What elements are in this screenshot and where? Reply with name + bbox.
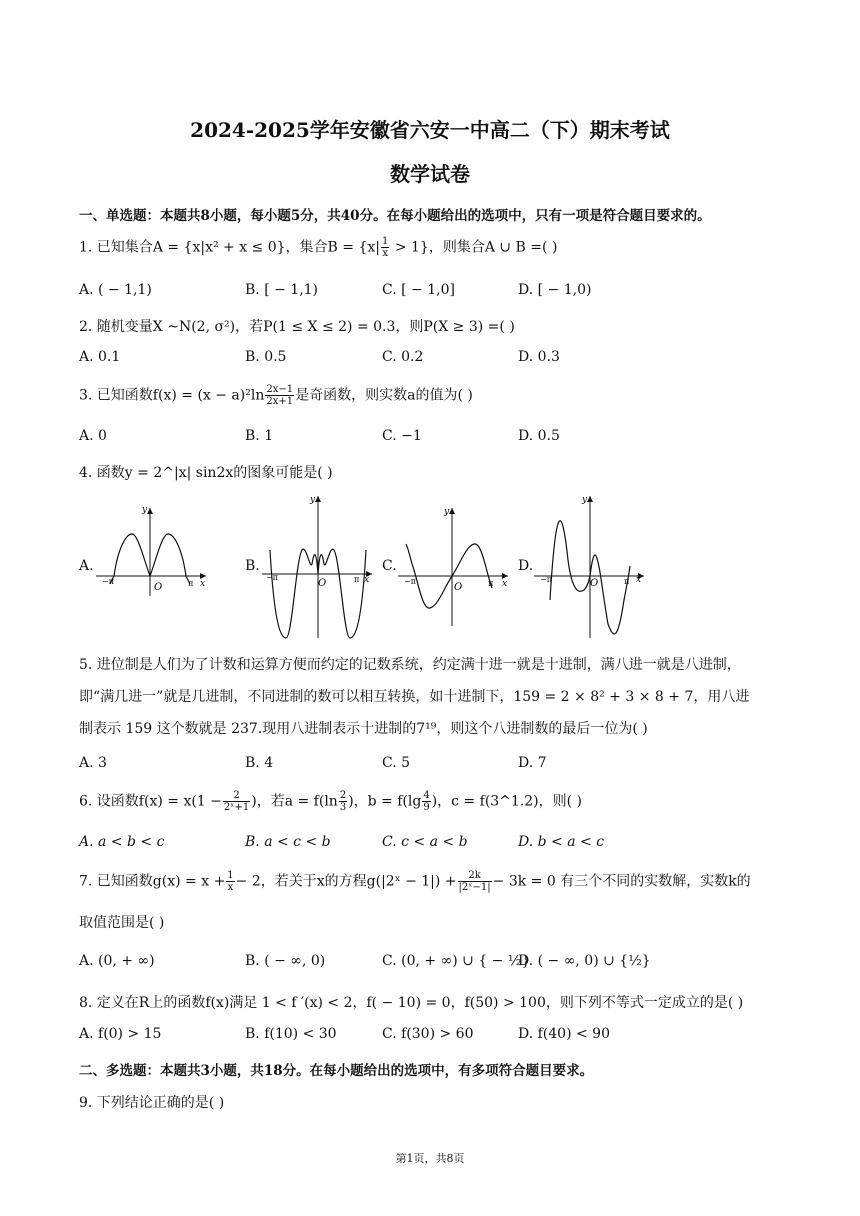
q5-option-c[interactable]: C. 5 [382,755,411,771]
question-5-line-2: 即“满几进一”就是几进制，不同进制的数可以相互转换，如十进制下，159 = 2 × 8² + 3 × 8 + 7，用八进 [79,689,750,705]
q4-option-a-label[interactable]: A. [79,558,94,574]
question-3-post: 是奇函数，则实数a的值为( ) [295,387,473,404]
question-3-fraction: $\frac{2x-1}{2x+1}$ [266,384,294,407]
q1-option-c[interactable]: C. [ − 1,0] [382,282,455,298]
q7-option-b[interactable]: B. ( − ∞, 0) [245,953,326,969]
question-5-line-3: 制表示 159 这个数就是 237.现用八进制表示十进制的7¹⁹，则这个八进制数的最后一位为( ) [79,721,648,737]
question-6-pre: 6. 设函数f(x) = x(1 − [79,793,222,810]
q8-option-d[interactable]: D. f(40) < 90 [518,1026,610,1042]
question-6-fraction-3: $\frac{4}{9}$ [423,790,430,813]
q1-option-a[interactable]: A. ( − 1,1) [79,282,152,298]
graph-option-b[interactable] [258,490,378,640]
question-3 [79,384,473,407]
svg-text:π: π [188,579,194,588]
page-title: 2024-2025学年安徽省六安一中高二（下）期末考试 [190,118,670,142]
question-1 [79,236,557,259]
q3-option-b[interactable]: B. 1 [245,428,274,444]
q7-option-c[interactable]: C. (0, + ∞) ∪ { − ½} [382,953,531,969]
question-7-mid: − 2，若关于x的方程g(|2ˣ − 1|) + [235,873,457,890]
q6-option-a[interactable]: A. a < b < c [79,834,165,850]
q8-option-c[interactable]: C. f(30) > 60 [382,1026,474,1042]
q8-option-b[interactable]: B. f(10) < 30 [245,1026,337,1042]
question-7-post: − 3k = 0 有三个不同的实数解，实数k的 [492,873,751,890]
question-6-mid-1: )，若a = f(ln [251,793,338,810]
q4-option-c-label[interactable]: C. [382,558,397,574]
svg-text:O: O [318,578,327,589]
question-9: 9. 下列结论正确的是( ) [79,1095,225,1111]
question-1-post: > 1}，则集合A ∪ B =( ) [390,239,558,256]
question-5-line-1: 5. 进位制是人们为了计数和运算方便而约定的记数系统，约定满十进一就是十进制，满八进一就是八进制， [79,657,741,673]
svg-text:π: π [624,577,630,586]
question-3-pre: 3. 已知函数f(x) = (x − a)²ln [79,387,265,404]
svg-text:x: x [200,579,206,589]
q5-option-b[interactable]: B. 4 [245,755,274,771]
graph-option-c[interactable] [394,500,514,630]
svg-text:x: x [636,575,642,585]
page-subtitle: 数学试卷 [390,162,470,186]
q3-option-c[interactable]: C. −1 [382,428,422,444]
graph-option-a[interactable] [92,500,212,600]
question-6-fraction-1: $\frac{2}{\text{2ˣ+1}}$ [223,790,250,813]
q5-option-d[interactable]: D. 7 [518,755,547,771]
q7-option-d[interactable]: D. ( − ∞, 0) ∪ {½} [518,953,651,969]
q8-option-a[interactable]: A. f(0) > 15 [79,1026,162,1042]
question-8: 8. 定义在R上的函数f(x)满足 1 < f ′(x) < 2，f( − 10) = 0，f(50) > 100，则下列不等式一定成立的是( ) [79,995,744,1011]
svg-text:y: y [142,505,148,515]
q7-option-a[interactable]: A. (0, + ∞) [79,953,155,969]
question-6-fraction-2: $\frac{2}{3}$ [339,790,347,813]
svg-text:−π: −π [266,573,278,582]
svg-text:−π: −π [540,575,552,584]
question-6-mid-2: )，b = f(lg [348,793,422,810]
svg-text:x: x [502,579,508,589]
question-7-line-2: 取值范围是( ) [79,915,165,931]
svg-text:O: O [154,582,163,593]
question-7-fraction-2: $\frac{2k}{\text{|2ˣ−1|}}$ [458,870,491,893]
q2-option-d[interactable]: D. 0.3 [518,349,560,365]
q3-option-a[interactable]: A. 0 [79,428,107,444]
q2-option-b[interactable]: B. 0.5 [245,349,287,365]
q4-option-d-label[interactable]: D. [518,558,534,574]
q5-option-a[interactable]: A. 3 [79,755,107,771]
question-6 [79,790,582,813]
svg-text:π: π [488,579,494,588]
graph-option-d[interactable] [530,490,650,640]
q6-option-b[interactable]: B. a < c < b [245,834,331,850]
q1-option-d[interactable]: D. [ − 1,0) [518,282,592,298]
svg-text:O: O [454,582,463,593]
question-1-pre: 1. 已知集合 [79,239,153,256]
svg-text:−π: −π [102,577,114,586]
svg-text:O: O [590,578,599,589]
question-1-set: A = {x|x² + x ≤ 0}，集合B = {x| [152,239,380,256]
q2-option-a[interactable]: A. 0.1 [79,349,121,365]
question-7 [79,870,751,893]
q6-option-d[interactable]: D. b < a < c [518,834,605,850]
section-heading-single-choice: 一、单选题：本题共8小题，每小题5分，共40分。在每小题给出的选项中，只有一项是符合题目要求的。 [79,208,711,224]
q3-option-d[interactable]: D. 0.5 [518,428,560,444]
question-7-pre: 7. 已知函数g(x) = x + [79,873,226,890]
svg-text:π: π [354,575,360,584]
question-7-fraction-1: $\frac{1}{x}$ [227,870,234,893]
svg-text:−π: −π [404,577,416,586]
question-4: 4. 函数y = 2^|x| sin2x的图象可能是( ) [79,465,333,481]
question-2: 2. 随机变量X ~N(2, σ²)，若P(1 ≤ X ≤ 2) = 0.3，则P(X ≥ 3) =( ) [79,319,515,335]
question-6-post: )，c = f(3^1.2)，则( ) [431,793,583,810]
q4-option-b-label[interactable]: B. [245,558,260,574]
svg-text:y: y [444,507,450,517]
q1-option-b[interactable]: B. [ − 1,1) [245,282,319,298]
page-footer: 第1页，共8页 [395,1152,465,1165]
svg-text:y: y [310,495,316,505]
q6-option-c[interactable]: C. c < a < b [382,834,468,850]
question-1-fraction: $\frac{1}{x}$ [382,236,389,259]
svg-text:y: y [582,495,588,505]
svg-text:x: x [364,575,370,585]
q2-option-c[interactable]: C. 0.2 [382,349,424,365]
section-heading-multi-choice: 二、多选题：本题共3小题，共18分。在每小题给出的选项中，有多项符合题目要求。 [79,1063,594,1079]
